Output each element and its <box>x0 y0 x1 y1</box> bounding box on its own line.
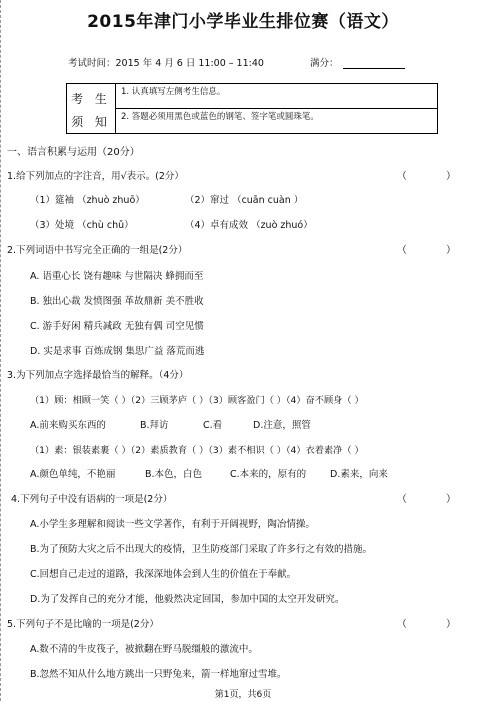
exam-info <box>68 55 405 69</box>
q2-option-a: A. 语重心长 饶有趣味 与世隔决 蜂拥而至 <box>30 271 204 282</box>
notice-label-2: 须 知 <box>71 115 111 129</box>
question-2-stem: 2.下列词语中书写完全正确的一组是(2分） <box>7 245 188 256</box>
q5-option-a: A.数不清的牛皮筏子，被掀翻在野马脱缰般的激流中。 <box>30 644 258 655</box>
q1-option-1: （1）筵袖 （zhuò zhuō） <box>30 195 145 206</box>
q1-option-2: （2）窜过 （cuān cuàn ） <box>185 195 304 206</box>
q3-a-option-b: B.拜访 <box>140 420 169 431</box>
q1-option-3: （3）处境 （chù chǔ） <box>30 220 134 231</box>
left-binding-line <box>0 0 4 701</box>
q4-option-a: A.小学生多理解和阅读一些文学著作，有利于开阔视野，陶冶情操。 <box>30 519 315 530</box>
q3-line-b: （1）素：银装素裹（ ）（2）素质教育（ ）（3）素不相识（ ）（4）衣着素净（ ） <box>30 445 364 456</box>
page-footer: 第1页，共6页 <box>214 690 272 700</box>
q3-a-option-a: A.前来购买东西的 <box>30 420 106 431</box>
notice-label-1: 考 生 <box>71 92 111 106</box>
q3-line-a: （1）顾：相顾一笑（ ）（2）三顾茅庐（ ）（3）顾客盈门（ ）（4）奋不顾身（ ） <box>30 395 364 406</box>
q2-option-b: B. 独出心裁 发愤图强 革故鼎新 美不胜收 <box>30 296 204 307</box>
score-label: 满分： <box>310 58 339 69</box>
notice-table <box>66 83 438 134</box>
q3-b-option-d: D.素来，向来 <box>330 469 388 480</box>
q3-a-option-d: D.注意，照管 <box>253 420 311 431</box>
notice-item-2: 2. 答题必须用黑色或蓝色的钢笔、签字笔或圆珠笔。 <box>121 112 319 122</box>
question-1-stem: 1.给下列加点的字注音，用√表示。(2分） <box>7 171 184 182</box>
section-heading: 一、语言积累与运用（20分） <box>7 147 140 158</box>
score-blank <box>343 58 405 69</box>
q3-b-option-b: B.本色，白色 <box>145 469 203 480</box>
question-4-stem: 4.下列句子中没有语病的一项是(2分） <box>11 494 173 505</box>
answer-paren-5: （ ） <box>396 619 474 630</box>
answer-paren-1: （ ） <box>396 171 474 182</box>
q3-a-option-c: C.看 <box>203 420 223 431</box>
q5-option-b: B.忽然不知从什么地方跳出一只野兔来，箭一样地窜过雪堆。 <box>30 669 287 680</box>
page-title: 2015年津门小学毕业生排位赛（语文） <box>87 12 399 32</box>
question-5-stem: 5.下列句子不是比喻的一项是(2分） <box>7 619 159 630</box>
answer-paren-2: （ ） <box>396 245 474 256</box>
q4-option-d: D.为了发挥自己的充分才能，他毅然决定回国，参加中国的太空开发研究。 <box>30 594 345 605</box>
question-3-stem: 3.为下列加点字选择最恰当的解释。（4分） <box>7 370 189 381</box>
exam-time: 考试时间：2015 年 4 月 6 日 11:00 – 11:40 <box>68 58 264 69</box>
q3-b-option-a: A.颜色单纯，不艳丽 <box>30 469 116 480</box>
answer-paren-4: （ ） <box>396 494 474 505</box>
q2-option-c: C. 游手好闲 精兵减政 无独有偶 司空见惯 <box>30 321 204 332</box>
q4-option-c: C.回想自己走过的道路，我深深地体会到人生的价值在于奉献。 <box>30 569 297 580</box>
q4-option-b: B.为了预防大灾之后不出现大的疫情，卫生防疫部门采取了许多行之有效的措施。 <box>30 544 373 555</box>
q2-option-d: D. 实是求事 百炼成钢 集思广益 落荒而逃 <box>30 346 205 357</box>
notice-label-cell <box>67 84 116 133</box>
notice-item-1: 1. 认真填写左侧考生信息。 <box>115 84 437 109</box>
q1-option-4: （4）卓有成效 （zuò zhuó） <box>185 220 313 231</box>
q3-b-option-c: C.本来的，原有的 <box>230 469 307 480</box>
